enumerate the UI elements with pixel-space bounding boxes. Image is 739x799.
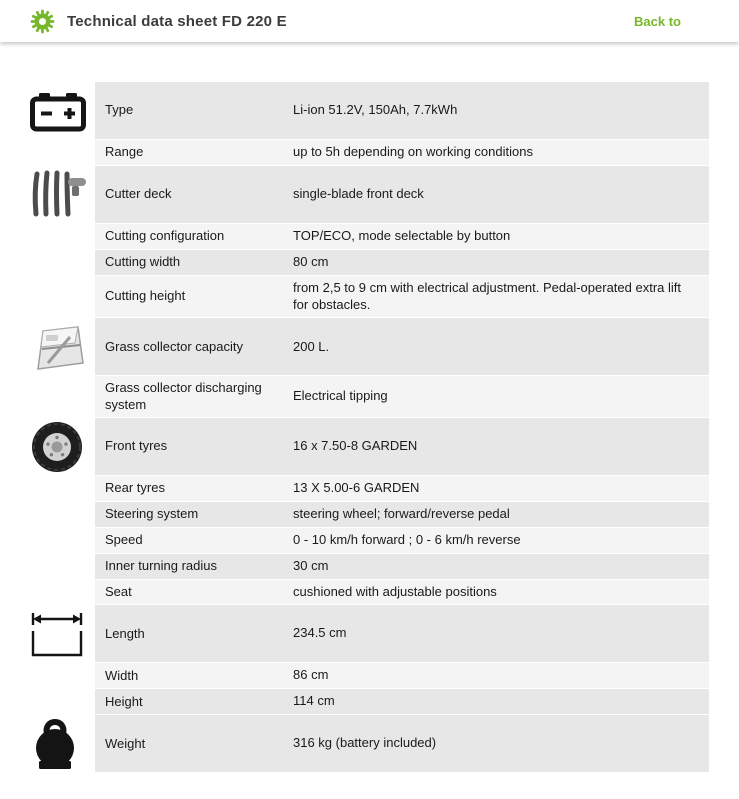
row-body [95, 418, 709, 476]
spec-name: Cutter deck [105, 186, 172, 202]
table-row [30, 715, 709, 773]
row-icon-cell [30, 502, 95, 528]
row-icon-cell [30, 715, 95, 773]
table-row [30, 554, 709, 580]
row-icon-cell [30, 689, 95, 715]
row-body [95, 224, 709, 250]
spec-name: Grass collector discharging system [105, 380, 262, 412]
spec-name: Cutting width [105, 254, 181, 270]
row-body [95, 689, 709, 715]
page-title: Technical data sheet FD 220 E [67, 12, 287, 30]
row-icon-cell [30, 82, 95, 140]
spec-name: Cutting configuration [105, 228, 225, 244]
table-row [30, 418, 709, 476]
spec-value: Electrical tipping [293, 388, 388, 404]
row-icon-cell [30, 140, 95, 166]
row-icon-cell [30, 224, 95, 250]
table-row [30, 689, 709, 715]
table-row [30, 318, 709, 376]
row-body [95, 663, 709, 689]
row-icon-cell [30, 250, 95, 276]
spec-value: 200 L. [293, 338, 330, 354]
table-row [30, 166, 709, 224]
row-icon-cell [30, 580, 95, 606]
spec-name: Height [105, 693, 143, 709]
spec-value: cushioned with adjustable positions [293, 583, 497, 599]
row-body [95, 376, 709, 418]
row-body [95, 605, 709, 663]
table-row [30, 82, 709, 140]
spec-value: 0 - 10 km/h forward ; 0 - 6 km/h reverse [293, 531, 521, 547]
spec-value: 80 cm [293, 253, 329, 269]
spec-table [30, 82, 709, 773]
row-icon-cell [30, 318, 95, 376]
table-row [30, 276, 709, 319]
spec-name: Weight [105, 735, 146, 751]
dimensions-icon [30, 609, 84, 659]
row-icon-cell [30, 418, 95, 476]
table-row [30, 580, 709, 606]
row-body [95, 715, 709, 773]
spec-value: up to 5h depending on working conditions [293, 144, 533, 159]
spec-value: 13 X 5.00-6 GARDEN [293, 479, 420, 495]
cutter-deck-icon [30, 168, 88, 222]
row-icon-cell [30, 376, 95, 418]
spec-value: single-blade front deck [293, 185, 424, 201]
spec-name: Seat [105, 583, 132, 599]
row-body [95, 318, 709, 376]
tyre-icon [30, 420, 84, 474]
row-body [95, 166, 709, 224]
row-body [95, 476, 709, 502]
spec-value: 234.5 cm [293, 625, 347, 641]
spec-value: Li-ion 51.2V, 150Ah, 7.7kWh [293, 102, 458, 118]
row-body [95, 250, 709, 276]
table-row [30, 476, 709, 502]
spec-value: steering wheel; forward/reverse pedal [293, 505, 510, 521]
row-body [95, 528, 709, 554]
table-row [30, 376, 709, 418]
row-icon-cell [30, 528, 95, 554]
spec-name: Grass collector capacity [105, 338, 243, 354]
table-row [30, 250, 709, 276]
spec-name: Type [105, 102, 134, 118]
table-row [30, 140, 709, 166]
back-link[interactable]: Back to [634, 13, 681, 29]
spec-name: Rear tyres [105, 480, 165, 496]
table-row [30, 502, 709, 528]
table-row [30, 605, 709, 663]
spec-name: Inner turning radius [105, 557, 218, 573]
row-icon-cell [30, 663, 95, 689]
spec-name: Steering system [105, 506, 199, 522]
row-icon-cell [30, 605, 95, 663]
spec-name: Width [105, 667, 139, 683]
row-body [95, 554, 709, 580]
spec-name: Cutting height [105, 288, 186, 304]
row-icon-cell [30, 166, 95, 224]
spec-value: 30 cm [293, 557, 329, 573]
row-body [95, 276, 709, 319]
table-row [30, 224, 709, 250]
row-icon-cell [30, 554, 95, 580]
spec-value: 16 x 7.50-8 GARDEN [293, 438, 418, 453]
spec-value: TOP/ECO, mode selectable by button [293, 227, 511, 243]
row-body [95, 140, 709, 166]
spec-value: 86 cm [293, 667, 329, 683]
spec-value: 114 cm [293, 693, 335, 709]
table-row [30, 663, 709, 689]
gear-icon [30, 9, 55, 34]
spec-name: Front tyres [105, 438, 168, 454]
row-body [95, 82, 709, 140]
spec-name: Speed [105, 532, 143, 548]
spec-value: 316 kg (battery included) [293, 735, 437, 751]
spec-value: from 2,5 to 9 cm with electrical adjustment. Pedal-operated extra lift for obstacles. [293, 279, 682, 312]
spec-name: Length [105, 625, 145, 641]
battery-icon [30, 90, 86, 132]
row-body [95, 580, 709, 606]
grass-collector-icon [30, 319, 88, 375]
header [0, 0, 739, 42]
row-icon-cell [30, 276, 95, 319]
row-body [95, 502, 709, 528]
table-row [30, 528, 709, 554]
spec-name: Range [105, 144, 144, 160]
row-icon-cell [30, 476, 95, 502]
weight-icon [30, 716, 80, 772]
